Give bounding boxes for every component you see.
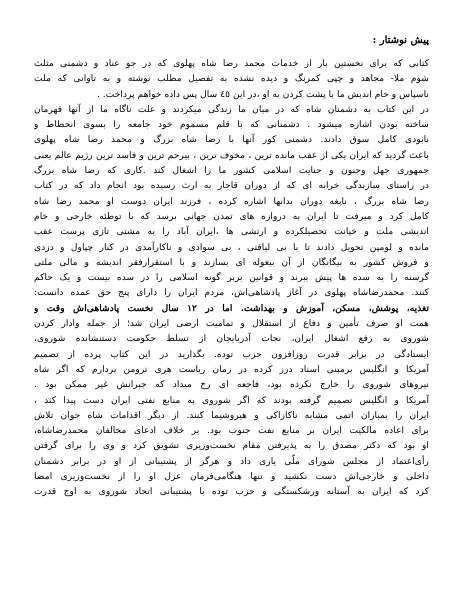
text-line: باعث گردید که ایران یکی از عقب مانده ترین ، مخوف ترین ، بیرحم ترین و فاسد ترین رژیم عالم یعنی xyxy=(34,149,429,161)
text-line: جمهوری جهل وجنون و جنایت اسلامی کشور ما را اشغال کند .کاری که رضا شاه بزرگ xyxy=(34,165,429,177)
text-line: اندیشی ملت و خیانت تحصیلکرده و ارتشی ها ،ایران آباد را به مشتی تازی پرست عقب xyxy=(34,226,429,238)
text-line: ایران را بمباران اتمی مشابه ناکازاکی و هیروشیما کنند. از دیگر اقدامات شاه جوان تلاش xyxy=(34,409,429,421)
text-line: ایستادگی در برابر قدرت روزافزون حزب توده. بگذارید در این کتاب پرده از تصمیم xyxy=(34,348,429,360)
text-line: شوم ملا- مجاهد و چپی کمرنگ و دیده نشده به تفصیل مطلب نوشته و به تاوانی که ملت xyxy=(34,73,429,85)
text-line: نابودی کامل سوق دادند. دشمنی کور آنها با رضا شاه بزرگ و محمد رضا شاه پهلوی xyxy=(34,134,429,146)
text-line: و فروش کشور به بیگانگان از آن بیغوله ای بسازند و با استقرارفقر اندیشه و مالی ملتی xyxy=(34,256,429,268)
text-line: آمریکا و انگلیس تصمیم گرفته بودند که اگر شوروی به منابع نفتی ایران دست پیدا کند ، xyxy=(34,394,429,406)
text-line: کامل کرد و میرفت تا ایران به دروازه های تمدن جهانی برسد که با توطئه خارجی و خام xyxy=(34,210,429,222)
text-line: کنند. محمدرضاشاه پهلوی در آغاز پادشاهی‌اش، مردم ایران را دارای پنج حق عمده دانست: xyxy=(34,287,429,299)
text-line: در این کتاب به دشمنان شاه که در میان ما زندگی میکردند و علت ناگاه ما از آنها قهرمان xyxy=(34,103,429,115)
text-line: برای اعاده مالکیت ایران بر منابع نفت جنوب بود. بر خلاف ادعای مخالفان محمدرضاشاه، xyxy=(34,425,429,437)
text-line: او بود که دکتر مصدق را به پذیرفتن مقام نخست‌وزیری تشویق کرد و وی را برای گرفتن xyxy=(34,440,429,452)
text-line: مانده و لومپن تحویل دادند تا با بی لیاقتی ، بی سوادی و ناکارآمدی در کنار چپاول و دزدی xyxy=(34,241,429,253)
text-line: گرسنه را به سده ها پیش ببرند و قوانین بربر گونه اسلامی را در سده بیست و یک حاکم xyxy=(34,272,429,284)
document-body xyxy=(34,56,429,500)
text-line: شوروی به رفع اشغال ایران، نجات آذربایجان از تسلط حکومت دستنشانده شوروی، xyxy=(34,333,429,345)
text-line: رضا شاه بزرگ ، نابغه دوران بدانها اشاره کرده ، فرزند ایران دوست او محمد رضا شاه xyxy=(34,195,429,207)
text-line-emphasized: تغذیه، پوشش، مسکن، آموزش و بهداشت. اما در ۱۲ سال نخست پادشاهی‌اش وقت و xyxy=(34,302,429,314)
text-line: همت او صرف تأمین و دفاع از استقلال و تمامیت ارضی ایران شد؛ از جمله وادار کردن xyxy=(34,318,429,330)
text-line: ساخته بودن اشاره میشود . دشمنانی که با قلم مسموم خود جامعه را بسوی انحطاط و xyxy=(34,119,429,131)
text-line: کرد که ایران به آستانه ورشکستگی و حزب توده با پشتیبانی اتحاد شوروی به اوج قدرت xyxy=(34,486,429,498)
text-line: رأی‌اعتماد از مجلس شورای ملّی یاری داد و هرگز از پشتیبانی از او در برابر دشمنان xyxy=(34,455,429,467)
text-line: در راستای سازندگی خرابه ای که از دوران قاجار به ارث رسیده بود انجام داد که در کتاب xyxy=(34,180,429,192)
document-heading: پیش نوشتار : xyxy=(372,35,429,46)
text-line: نیروهای شوروی را خارج نکرده بود، فاجعه ای رخ میداد که جبرانش غیر ممکن بود . xyxy=(34,379,429,391)
text-line: کتابی که برای نخستین بار از خدمات محمد رضا شاه پهلوی که در جو عناد و دشمنی مثلث xyxy=(34,58,429,69)
text-line: ناسپاس و خام اندیش ما با پشت کردن به او ،در این ٤٥ سال پس داده خواهم پرداخت. . xyxy=(96,88,429,100)
text-line: آمریکا و انگلیس برمبنی اسناد درز کرده در زمان ریاست هری ترومن بردارم که اگر شاه xyxy=(34,363,429,375)
text-line: داخلی و خارجی‌اش دست نکشید و تنها هنگامی‌فرمان عزل او را از نخست‌وزیری امضا xyxy=(34,471,429,483)
